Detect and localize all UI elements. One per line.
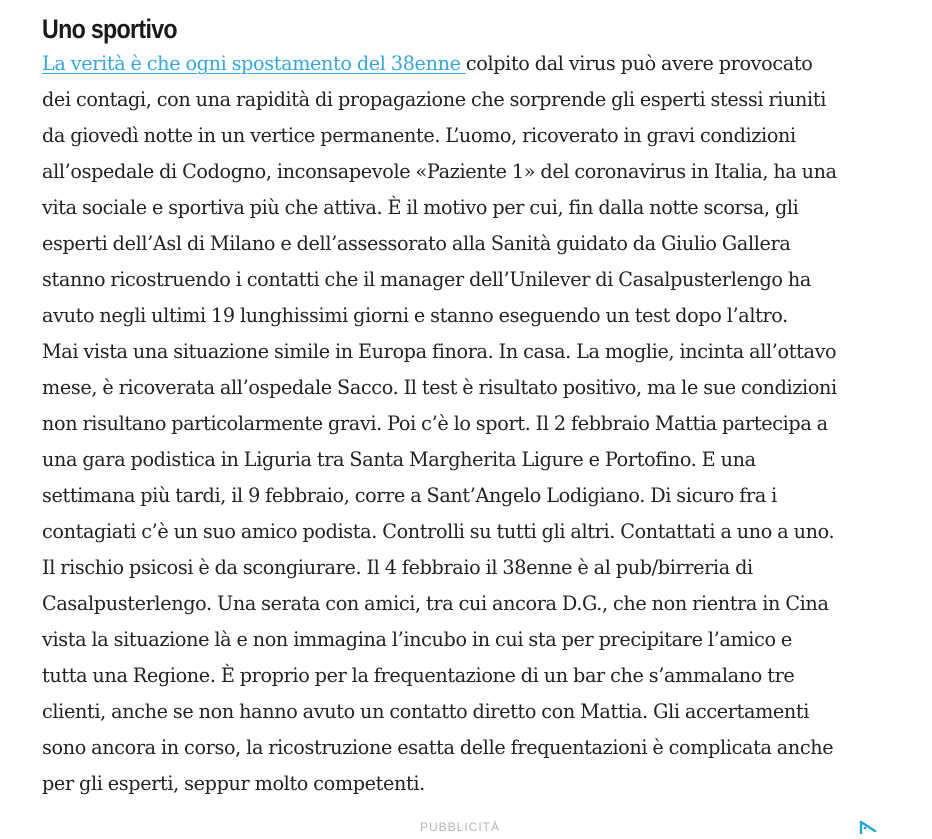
body-line: vita sociale e sportiva più che attiva. È il motivo per cui, fin dalla notte scorsa, gli — [42, 196, 799, 219]
body-line: vista la situazione là e non immagina l’incubo in cui sta per precipitare l’amico e — [42, 628, 792, 651]
adchoices-icon — [858, 820, 878, 834]
body-line: Casalpusterlengo. Una serata con amici, tra cui ancora D.G., che non rientra in Cina — [42, 592, 829, 615]
body-line: stanno ricostruendo i contatti che il manager dell’Unilever di Casalpusterlengo ha — [42, 268, 811, 291]
section-title: Uno sportivo — [42, 14, 177, 44]
body-line: tutta una Regione. È proprio per la frequentazione di un bar che s’ammalano tre — [42, 664, 795, 687]
article-body — [42, 46, 902, 802]
body-line: sono ancora in corso, la ricostruzione esatta delle frequentazioni è complicata anche — [42, 736, 834, 759]
article-link[interactable]: La verità è che ogni spostamento del 38enne — [42, 52, 466, 75]
article — [42, 12, 902, 802]
body-line: una gara podistica in Liguria tra Santa Margherita Ligure e Portofino. E una — [42, 448, 756, 471]
adchoices-button[interactable] — [858, 820, 878, 834]
body-line: clienti, anche se non hanno avuto un contatto diretto con Mattia. Gli accertamenti — [42, 700, 810, 723]
body-line: settimana più tardi, il 9 febbraio, corre a Sant’Angelo Lodigiano. Di sicuro fra i — [42, 484, 777, 507]
ad-label: PUBBLICITÀ — [420, 820, 501, 834]
body-line: Mai vista una situazione simile in Europa finora. In casa. La moglie, incinta all’ottavo — [42, 340, 837, 363]
body-line: colpito dal virus può avere provocato — [465, 52, 813, 75]
body-line: mese, è ricoverata all’ospedale Sacco. Il test è risultato positivo, ma le sue condizioni — [42, 376, 837, 399]
body-line: da giovedì notte in un vertice permanente. L’uomo, ricoverato in gravi condizioni — [42, 124, 796, 147]
body-line: avuto negli ultimi 19 lunghissimi giorni e stanno eseguendo un test dopo l’altro. — [42, 304, 788, 327]
body-line: esperti dell’Asl di Milano e dell’assessorato alla Sanità guidato da Giulio Gallera — [42, 232, 791, 255]
body-line: contagiati c’è un suo amico podista. Controlli su tutti gli altri. Contattati a uno a uno. — [42, 520, 835, 543]
body-line: dei contagi, con una rapidità di propagazione che sorprende gli esperti stessi riuniti — [42, 88, 826, 111]
body-line: all’ospedale di Codogno, inconsapevole «Paziente 1» del coronavirus in Italia, ha una — [42, 160, 837, 183]
body-line: Il rischio psicosi è da scongiurare. Il 4 febbraio il 38enne è al pub/birreria di — [42, 556, 753, 579]
body-line: per gli esperti, seppur molto competenti. — [42, 772, 425, 795]
body-line: non risultano particolarmente gravi. Poi c’è lo sport. Il 2 febbraio Mattia partecipa a — [42, 412, 828, 435]
